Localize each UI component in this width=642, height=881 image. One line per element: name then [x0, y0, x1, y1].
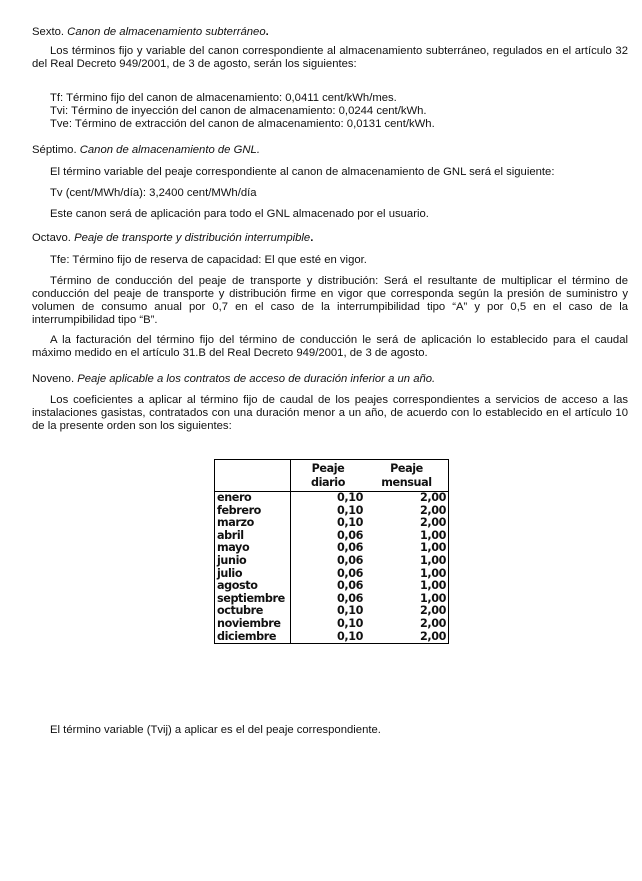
term-tvi: Tvi: Término de inyección del canon de almacenamiento: 0,0244 cent/kWh. — [50, 105, 427, 117]
table-row: diciembre 0,10 2,00 — [215, 631, 449, 644]
section-noveno — [32, 373, 628, 386]
table-header-row — [215, 460, 449, 492]
section-sexto — [32, 26, 628, 39]
coefficients-table — [214, 459, 449, 644]
table-row: julio 0,06 1,00 — [215, 568, 449, 581]
table-row: marzo 0,10 2,00 — [215, 517, 449, 530]
section-title: Canon de almacenamiento subterráneo — [67, 26, 266, 38]
section-title: Peaje aplicable a los contratos de acceso de duración inferior a un año. — [77, 373, 436, 385]
term-tf: Tf: Término fijo del canon de almacenamiento: 0,0411 cent/kWh/mes. — [50, 92, 397, 104]
table-row: noviembre 0,10 2,00 — [215, 618, 449, 631]
octavo-p2: Término de conducción del peaje de transporte y distribución: Será el resultante de multiplicar el término de conducción del peaje de transporte y distribución firme en vigor que corresponda según la presión de suministro y volumen de consumo anual por 0,7 en el caso de la interrumpibilidad tipo “A” y por 0,5 en el caso de la interrumpibilidad tipo “B”. — [32, 275, 628, 326]
sexto-intro: Los términos fijo y variable del canon correspondiente al almacenamiento subterráneo, regulados en el artículo 32 del Real Decreto 949/2001, de 3 de agosto, serán los siguientes: — [32, 45, 628, 70]
noveno-p1: Los coeficientes a aplicar al término fijo de caudal de los peajes correspondientes a servicios de acceso a las instalaciones gasistas, contratados con una duración menor a un año, de acuerdo con lo establecido en el artículo 10 de la presente orden son los siguientes: — [32, 394, 628, 432]
fees-table — [214, 459, 449, 644]
table-row: septiembre 0,06 1,00 — [215, 593, 449, 606]
septimo-p1: El término variable del peaje correspondiente al canon de almacenamiento de GNL será el siguiente: — [50, 166, 555, 178]
table-row: agosto 0,06 1,00 — [215, 580, 449, 593]
section-heading: Noveno. Peaje aplicable a los contratos de acceso de duración inferior a un año. — [32, 373, 436, 385]
table-row: octubre 0,10 2,00 — [215, 605, 449, 618]
table-body — [215, 492, 449, 644]
header-daily-cell: Peaje diario — [291, 460, 366, 492]
table-row: mayo 0,06 1,00 — [215, 542, 449, 555]
closing-paragraph: El término variable (Tvij) a aplicar es el del peaje correspondiente. — [50, 724, 381, 736]
header-monthly-cell: Peaje mensual — [365, 460, 449, 492]
section-octavo — [32, 232, 628, 245]
section-title: Canon de almacenamiento de GNL. — [79, 144, 260, 156]
term-tve: Tve: Término de extracción del canon de almacenamiento: 0,0131 cent/kWh. — [50, 118, 435, 130]
septimo-p3: Este canon será de aplicación para todo el GNL almacenado por el usuario. — [50, 208, 429, 220]
section-heading: Sexto. Canon de almacenamiento subterráneo. — [32, 26, 269, 38]
octavo-p3: A la facturación del término fijo del término de conducción le será de aplicación lo establecido para el caudal máximo medido en el artículo 31.B del Real Decreto 949/2001, de 3 de agosto. — [32, 334, 628, 359]
septimo-p2: Tv (cent/MWh/día): 3,2400 cent/MWh/día — [50, 187, 257, 199]
section-heading: Séptimo. Canon de almacenamiento de GNL. — [32, 144, 260, 156]
sexto-terms — [32, 92, 628, 131]
section-title: Peaje de transporte y distribución interrumpible — [74, 232, 311, 244]
table-row: abril 0,06 1,00 — [215, 530, 449, 543]
octavo-p1: Tfe: Término fijo de reserva de capacidad: El que esté en vigor. — [50, 254, 367, 266]
section-heading: Octavo. Peaje de transporte y distribución interrumpible. — [32, 232, 314, 244]
table-row: junio 0,06 1,00 — [215, 555, 449, 568]
section-septimo — [32, 144, 628, 157]
table-row: febrero 0,10 2,00 — [215, 505, 449, 518]
header-month-cell — [215, 460, 291, 492]
table-row: enero 0,10 2,00 — [215, 492, 449, 505]
